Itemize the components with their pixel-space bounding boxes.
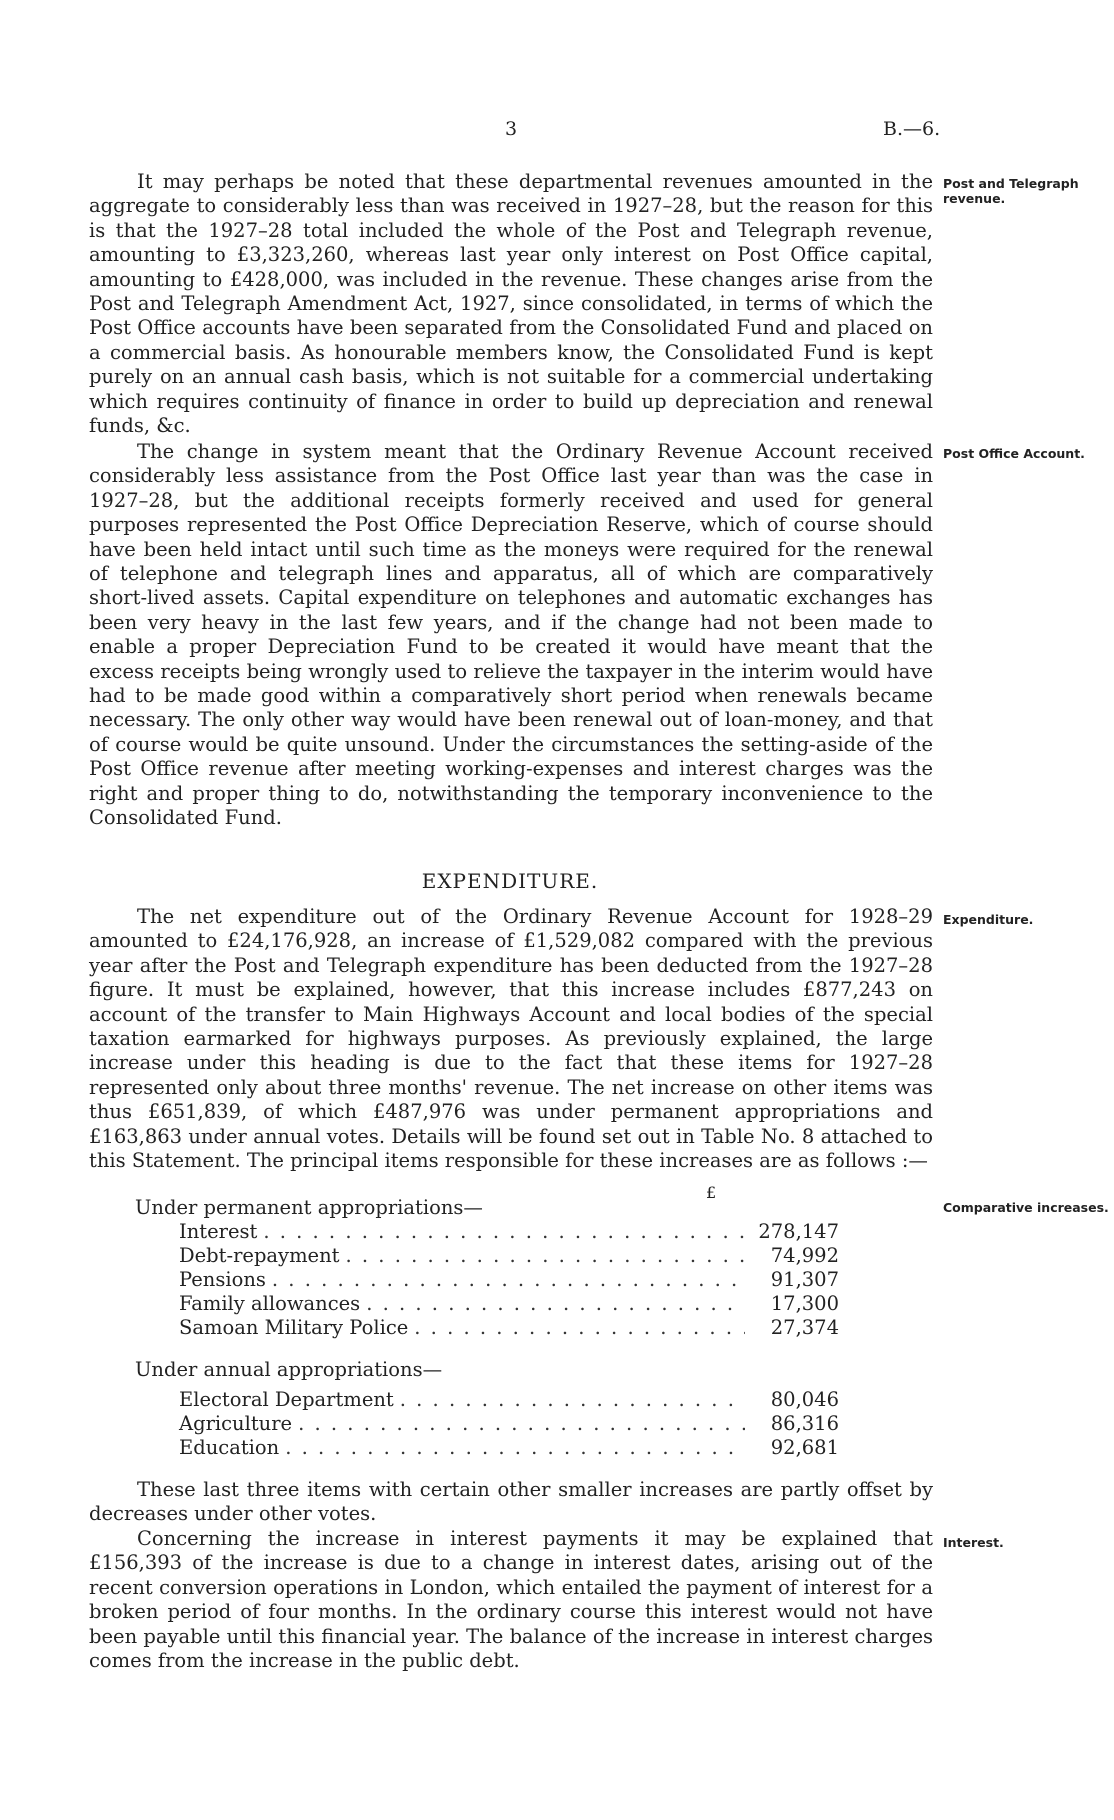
sidenote-post-telegraph: Post and Telegraph revenue.	[943, 176, 1079, 206]
dot-leader	[263, 1220, 745, 1243]
row-amount: 74,992	[770, 1244, 839, 1267]
row-amount: 92,681	[770, 1436, 839, 1459]
table-row	[179, 1388, 839, 1412]
sidenote-expenditure: Expenditure.	[943, 912, 1034, 927]
paragraph-expenditure: The net expenditure out of the Ordinary Revenue Account for 1928–29 amounted to £24,176,928, an increase of £1,529,082 compared with the previous year after the Post and Telegraph expenditure has been deducted from the 1927–28 figure. It must be explained, however, that this increase includes £877,243 on account of the transfer to Main Highways Account and local bodies of the special taxation earmarked for highways purposes. As previously explained, the large increase under this heading is due to the fact that these items for 1927–28 represented only about three months' revenue. The net increase on other items was thus £651,839, of which £487,976 was under permanent appropriations and £163,863 under annual votes. Details will be found set out in Table No. 8 attached to this Statement. The principal items responsible for these increases are as follows :—	[89, 905, 933, 1173]
row-label: Pensions	[179, 1268, 266, 1291]
table-row	[179, 1220, 839, 1244]
row-label: Agriculture	[179, 1412, 293, 1435]
sidenote-post-office-account: Post Office Account.	[943, 446, 1085, 461]
page-reference: B.—6.	[883, 118, 941, 140]
dot-leader	[414, 1316, 745, 1339]
row-amount: 278,147	[758, 1220, 839, 1243]
table-row	[179, 1436, 839, 1460]
dot-leader	[346, 1244, 746, 1267]
table-row	[179, 1412, 839, 1436]
permanent-appropriations-title: Under permanent appropriations—	[135, 1196, 483, 1219]
row-label: Education	[179, 1436, 280, 1459]
dot-leader	[400, 1388, 745, 1411]
row-label: Family allowances	[179, 1292, 361, 1315]
paragraph-offset-decreases: These last three items with certain other smaller increases are partly offset by decreases under other votes.	[89, 1478, 933, 1526]
sidenote-interest: Interest.	[943, 1535, 1004, 1550]
row-amount: 91,307	[770, 1268, 839, 1291]
row-label: Debt-repayment	[179, 1244, 340, 1267]
paragraph-post-telegraph-revenue: It may perhaps be noted that these departmental revenues amounted in the aggregate to considerably less than was received in 1927–28, but the reason for this is that the 1927–28 total included the whole of the Post and Telegraph revenue, amounting to £3,323,260, whereas last year only interest on Post Office capital, amounting to £428,000, was included in the revenue. These changes arise from the Post and Telegraph Amendment Act, 1927, since consolidated, in terms of which the Post Office accounts have been separated from the Consolidated Fund and placed on a commercial basis. As honourable members know, the Consolidated Fund is kept purely on an annual cash basis, which is not suitable for a commercial undertaking which requires continuity of finance in order to build up depreciation and renewal funds, &c.	[89, 170, 933, 438]
dot-leader	[272, 1268, 745, 1291]
table-row	[179, 1244, 839, 1268]
paragraph-interest: Concerning the increase in interest payments it may be explained that £156,393 of the increase is due to a change in interest dates, arising out of the recent conversion operations in London, which entailed the payment of interest for a broken period of four months. In the ordinary course this interest would not have been payable until this financial year. The balance of the increase in interest charges comes from the increase in the public debt.	[89, 1527, 933, 1673]
row-amount: 27,374	[770, 1316, 839, 1339]
row-label: Interest	[179, 1220, 258, 1243]
currency-symbol: £	[706, 1183, 717, 1202]
section-heading-expenditure: EXPENDITURE.	[421, 869, 599, 893]
page-number: 3	[505, 118, 518, 140]
row-amount: 86,316	[770, 1412, 839, 1435]
row-amount: 17,300	[770, 1292, 839, 1315]
dot-leader	[366, 1292, 745, 1315]
dot-leader	[285, 1436, 745, 1459]
annual-appropriations-title: Under annual appropriations—	[135, 1358, 443, 1381]
table-row	[179, 1268, 839, 1292]
table-row	[179, 1292, 839, 1316]
dot-leader	[298, 1412, 745, 1435]
sidenote-comparative-increases: Comparative increases.	[943, 1200, 1109, 1215]
row-amount: 80,046	[770, 1388, 839, 1411]
table-row	[179, 1316, 839, 1340]
paragraph-post-office-account: The change in system meant that the Ordinary Revenue Account received considerably less assistance from the Post Office last year than was the case in 1927–28, but the additional receipts formerly received and used for general purposes represented the Post Office Depreciation Reserve, which of course should have been held intact until such time as the moneys were required for the renewal of telephone and telegraph lines and apparatus, all of which are comparatively short-lived assets. Capital expenditure on telephones and automatic exchanges has been very heavy in the last few years, and if the change had not been made to enable a proper Depreciation Fund to be created it would have meant that the excess receipts being wrongly used to relieve the taxpayer in the interim would have had to be made good within a comparatively short period when renewals became necessary. The only other way would have been renewal out of loan-money, and that of course would be quite unsound. Under the circumstances the setting-aside of the Post Office revenue after meeting working-expenses and interest charges was the right and proper thing to do, notwithstanding the temporary inconvenience to the Consolidated Fund.	[89, 440, 933, 830]
row-label: Samoan Military Police	[179, 1316, 409, 1339]
row-label: Electoral Department	[179, 1388, 394, 1411]
